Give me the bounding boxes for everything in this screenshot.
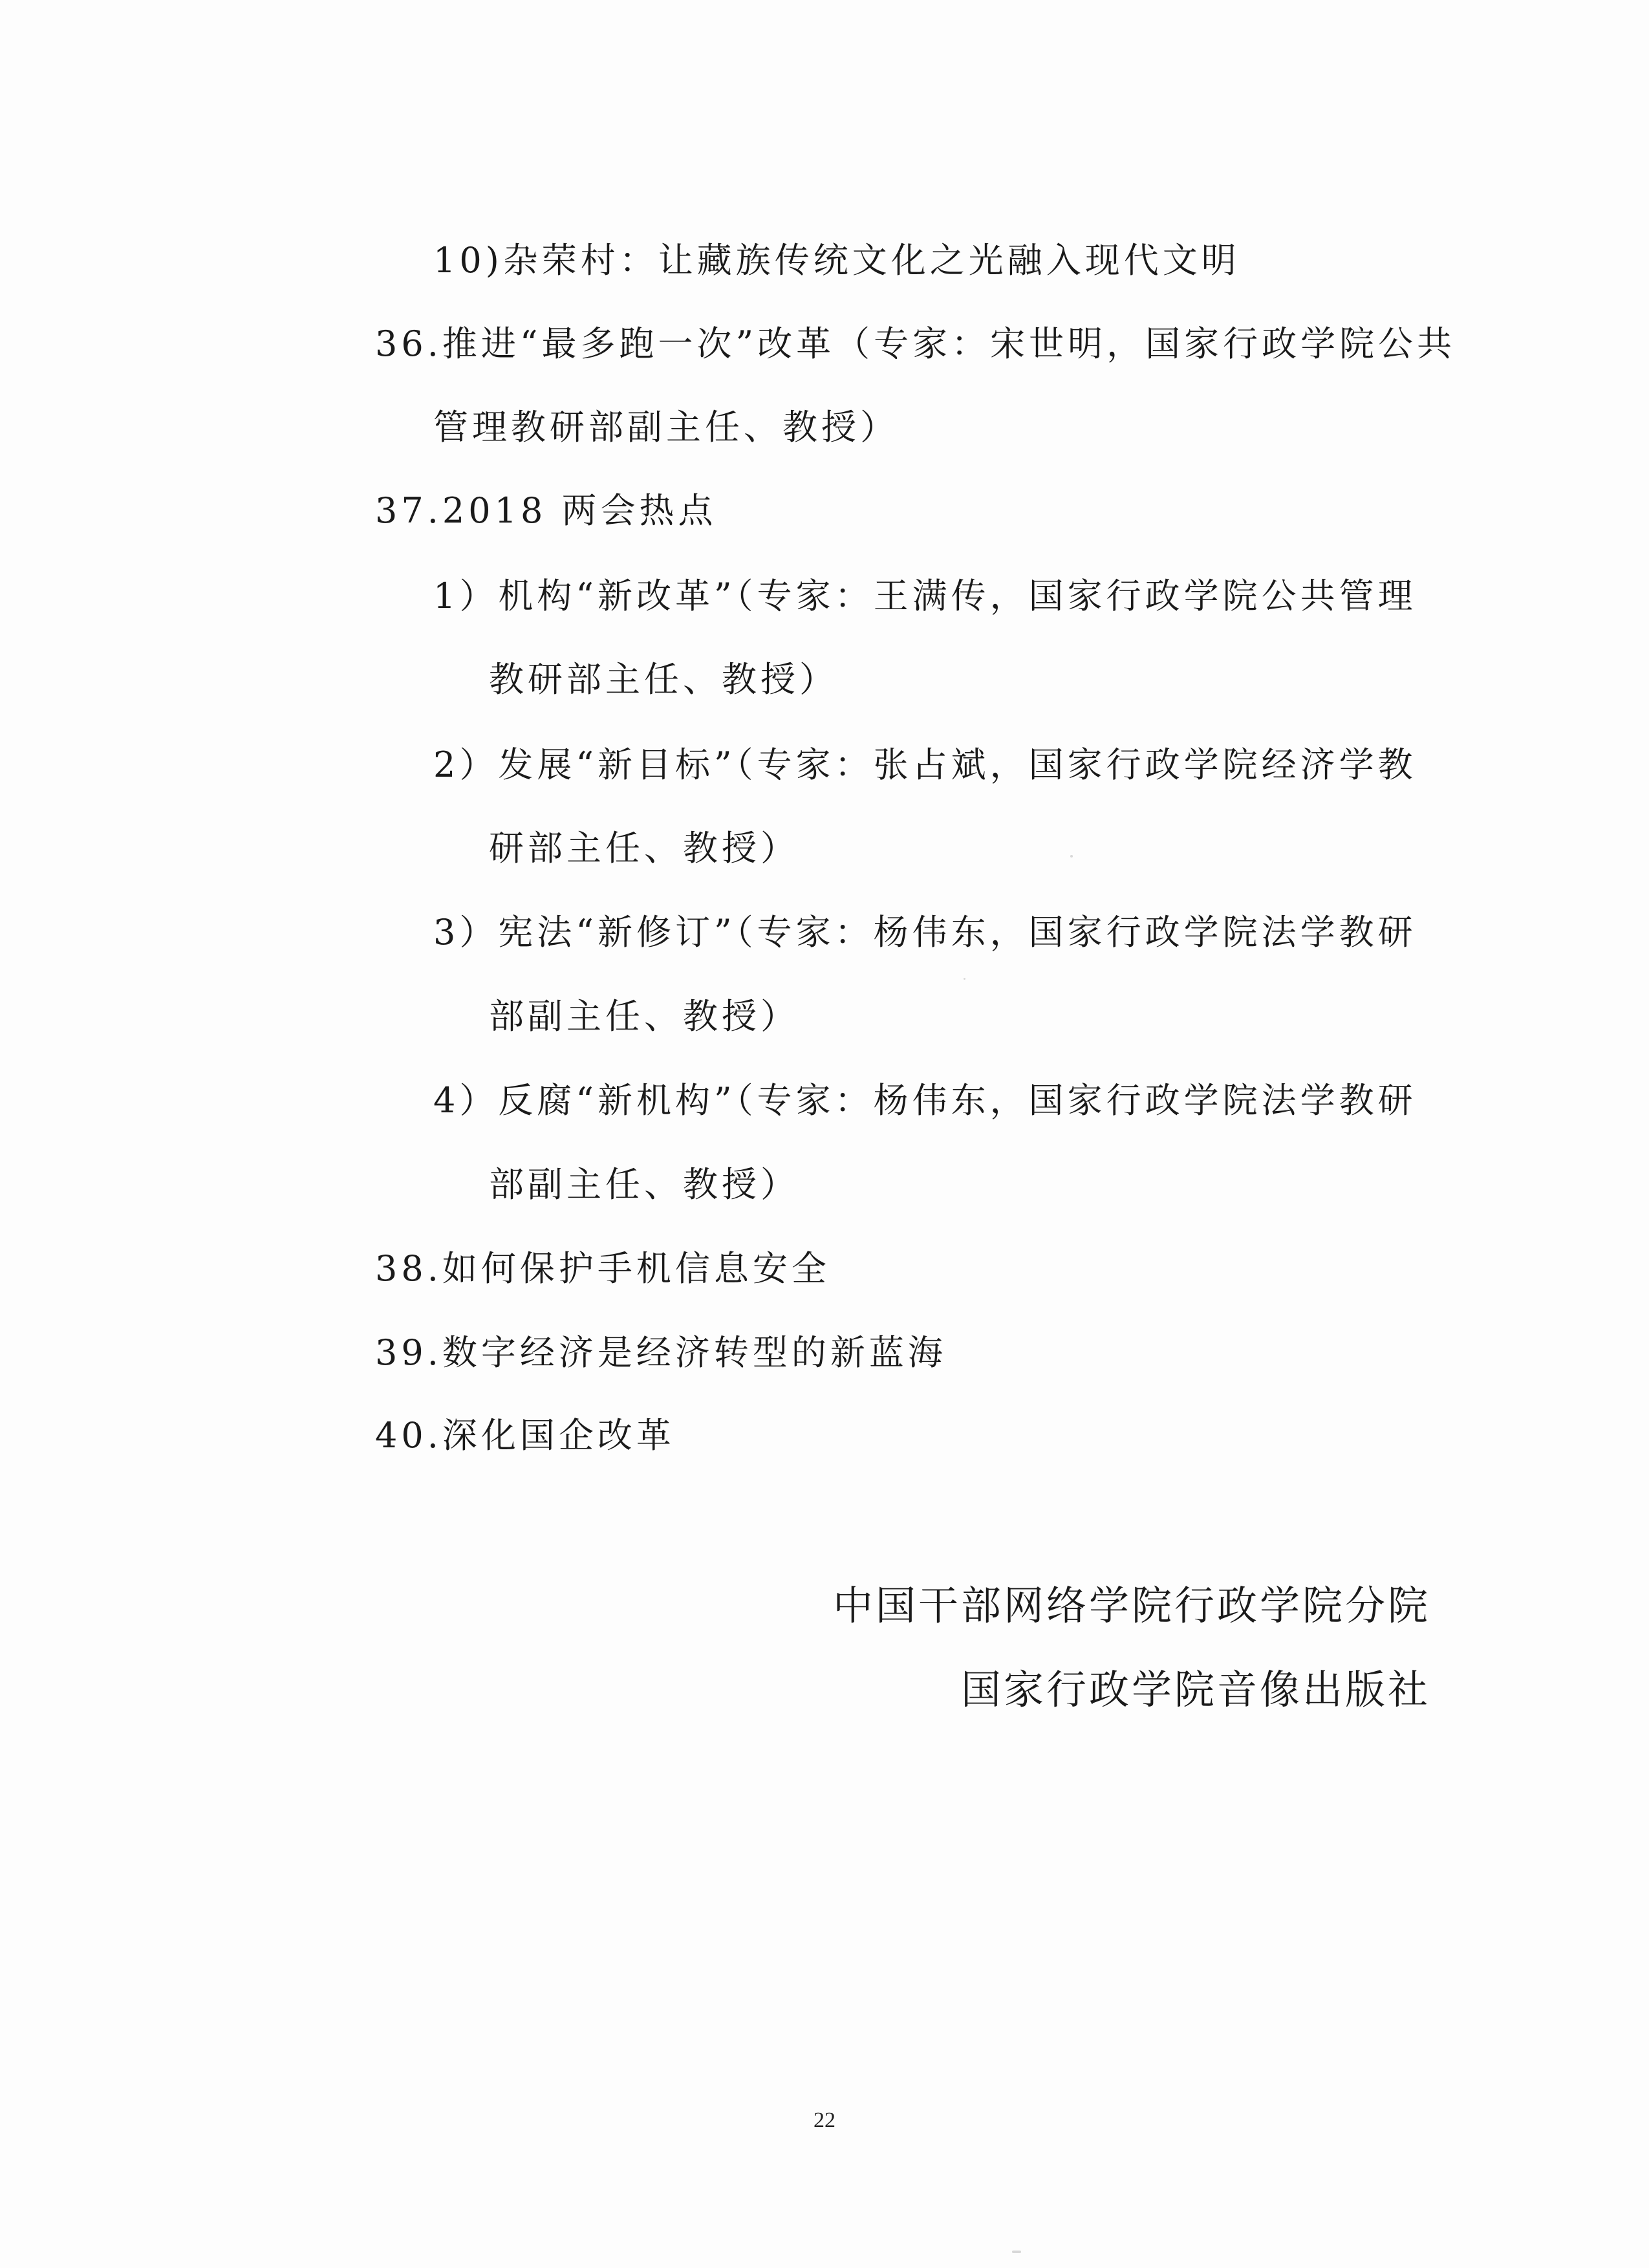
- list-item-text: 37.2018 两会热点: [375, 490, 717, 531]
- scan-speck: [1012, 2251, 1021, 2253]
- scan-speck: [964, 978, 965, 980]
- list-item: [375, 1332, 947, 1373]
- list-item: [433, 240, 1240, 281]
- page-number: 22: [814, 2108, 835, 2132]
- list-item: [375, 1248, 830, 1289]
- list-item-text: 38.如何保护手机信息安全: [375, 1248, 830, 1289]
- list-item: [375, 490, 717, 531]
- list-item-text: 3）宪法“新修订”（专家：杨伟东，国家行政学院法学教研: [433, 912, 1417, 953]
- list-item: [375, 323, 1456, 364]
- sub-list-item: [433, 1080, 1417, 1121]
- list-item-text: 部副主任、教授）: [489, 1164, 799, 1205]
- signature-organization: 中国干部网络学院行政学院分院: [832, 1582, 1430, 1629]
- list-item-text: 教研部主任、教授）: [489, 659, 838, 700]
- list-item-text: 10)杂荣村：让藏族传统文化之光融入现代文明: [433, 240, 1240, 281]
- scan-speck: [1070, 855, 1073, 858]
- list-item-text: 36.推进“最多跑一次”改革（专家：宋世明，国家行政学院公共: [375, 323, 1456, 364]
- list-item-text: 2）发展“新目标”（专家：张占斌，国家行政学院经济学教: [433, 744, 1417, 785]
- signature-publisher: 国家行政学院音像出版社: [960, 1666, 1430, 1713]
- sub-list-item: [433, 912, 1417, 953]
- list-item-text: 40.深化国企改革: [375, 1415, 675, 1456]
- sub-list-item-continuation: [489, 659, 838, 700]
- list-item-text: 4）反腐“新机构”（专家：杨伟东，国家行政学院法学教研: [433, 1080, 1417, 1121]
- list-item: [375, 1415, 675, 1456]
- sub-list-item-continuation: [489, 828, 799, 869]
- list-item-text: 部副主任、教授）: [489, 996, 799, 1037]
- list-item-text: 39.数字经济是经济转型的新蓝海: [375, 1332, 947, 1373]
- list-item-text: 管理教研部副主任、教授）: [433, 407, 899, 448]
- list-item-text: 研部主任、教授）: [489, 828, 799, 869]
- list-item-text: 1）机构“新改革”（专家：王满传，国家行政学院公共管理: [433, 576, 1417, 616]
- sub-list-item-continuation: [489, 1164, 799, 1205]
- sub-list-item-continuation: [489, 996, 799, 1037]
- list-item-continuation: [433, 407, 899, 448]
- sub-list-item: [433, 744, 1417, 785]
- sub-list-item: [433, 576, 1417, 616]
